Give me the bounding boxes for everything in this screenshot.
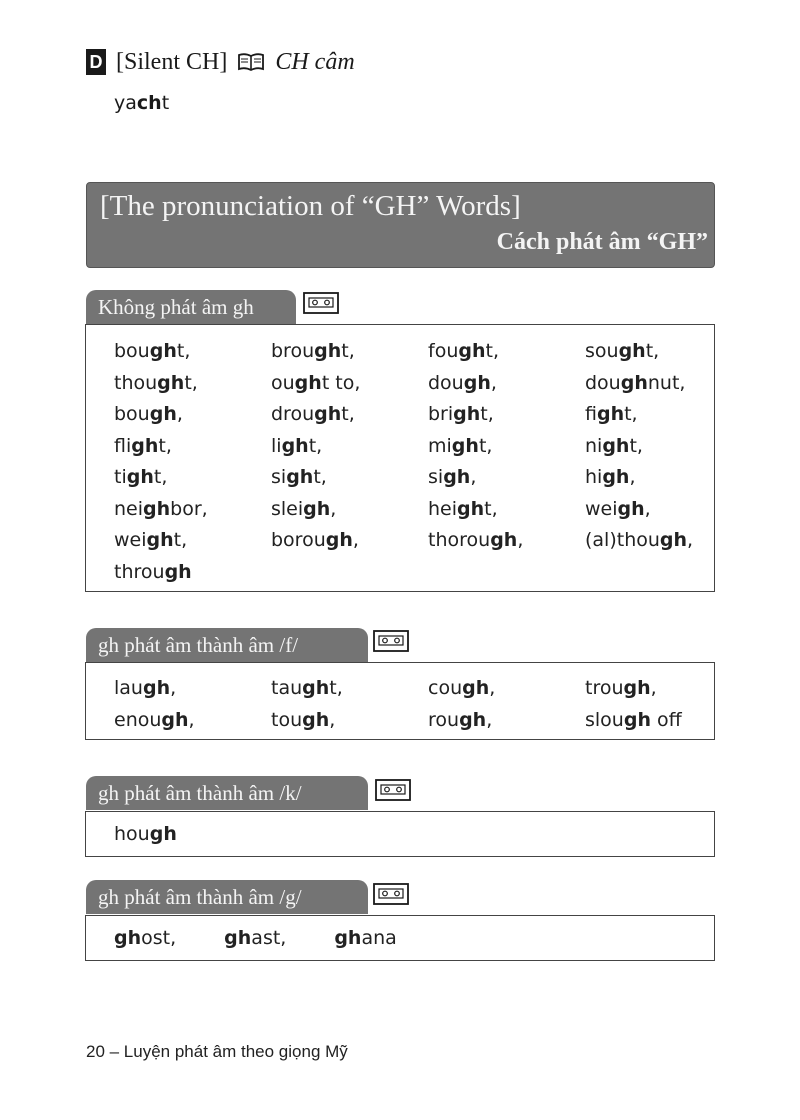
gh-word: height, [428, 497, 498, 520]
gh-word: taught, [271, 677, 343, 699]
gh-word: doughnut, [585, 371, 686, 394]
gh-word: bright, [428, 403, 494, 425]
gh-word: fight, [585, 403, 638, 425]
gh-word: brought, [271, 340, 355, 362]
gh-word: borough, [271, 529, 359, 551]
gh-word: light, [271, 434, 323, 457]
gh-word: ought to, [271, 371, 361, 394]
gh-word: rough, [428, 708, 493, 731]
silent-ch-example: yacht [114, 92, 170, 114]
gh-word: bought, [114, 340, 191, 362]
gh-word: ghana [334, 927, 397, 949]
gh-g-words [114, 927, 397, 949]
tab-label: gh phát âm thành âm /k/ [98, 780, 302, 805]
gh-word: bough, [114, 403, 183, 425]
gh-word: flight, [114, 434, 172, 457]
gh-word: slough off [585, 708, 682, 731]
tab-gh-f [86, 628, 368, 662]
gh-word: night, [585, 434, 643, 457]
gh-word: trough, [585, 677, 657, 699]
tab-gh-g [86, 880, 368, 914]
gh-word: hough [114, 823, 177, 845]
silent-gh-word-grid [114, 336, 742, 588]
gh-word: ghast, [224, 927, 287, 949]
page-footer: 20 – Luyện phát âm theo giọng Mỹ [86, 1042, 348, 1061]
section-badge: D [86, 49, 106, 75]
gh-word: sought, [585, 340, 660, 362]
gh-word: fought, [428, 340, 499, 362]
section-d-title-vi: CH câm [275, 48, 355, 75]
section-d-title: [Silent CH] [116, 48, 228, 75]
gh-word: weight, [114, 529, 188, 551]
gh-f-word-grid [114, 673, 742, 736]
cassette-icon[interactable] [375, 779, 411, 801]
cassette-icon[interactable] [373, 883, 409, 905]
tab-silent-gh [86, 290, 296, 324]
gh-word: drought, [271, 403, 355, 425]
gh-word: ghost, [114, 927, 177, 949]
section-d-heading [86, 46, 355, 78]
gh-word: enough, [114, 708, 195, 731]
gh-word: thorough, [428, 529, 524, 551]
gh-word: through [114, 560, 192, 583]
cassette-icon[interactable] [373, 630, 409, 652]
gh-word: tough, [271, 708, 336, 731]
gh-word: sleigh, [271, 497, 337, 520]
gh-word: thought, [114, 371, 198, 394]
tab-label: Không phát âm gh [98, 294, 254, 319]
tab-gh-k [86, 776, 368, 810]
tab-label: gh phát âm thành âm /g/ [98, 884, 302, 909]
gh-word: sigh, [428, 466, 477, 488]
gh-word: neighbor, [114, 497, 208, 520]
gh-word: cough, [428, 677, 496, 699]
gh-word: laugh, [114, 677, 177, 699]
banner-title: [The pronunciation of “GH” Words] [100, 190, 521, 222]
book-icon [237, 52, 265, 72]
gh-k-words [114, 823, 177, 845]
gh-k-box [85, 811, 715, 857]
tab-label: gh phát âm thành âm /f/ [98, 632, 299, 657]
gh-word: weigh, [585, 497, 651, 520]
gh-word: sight, [271, 466, 327, 488]
gh-word: tight, [114, 466, 168, 488]
gh-word: might, [428, 434, 493, 457]
gh-word: (al)though, [585, 529, 694, 551]
cassette-icon[interactable] [303, 292, 339, 314]
gh-word: high, [585, 466, 636, 488]
banner-subtitle: Cách phát âm “GH” [496, 229, 708, 255]
gh-word: dough, [428, 371, 497, 394]
